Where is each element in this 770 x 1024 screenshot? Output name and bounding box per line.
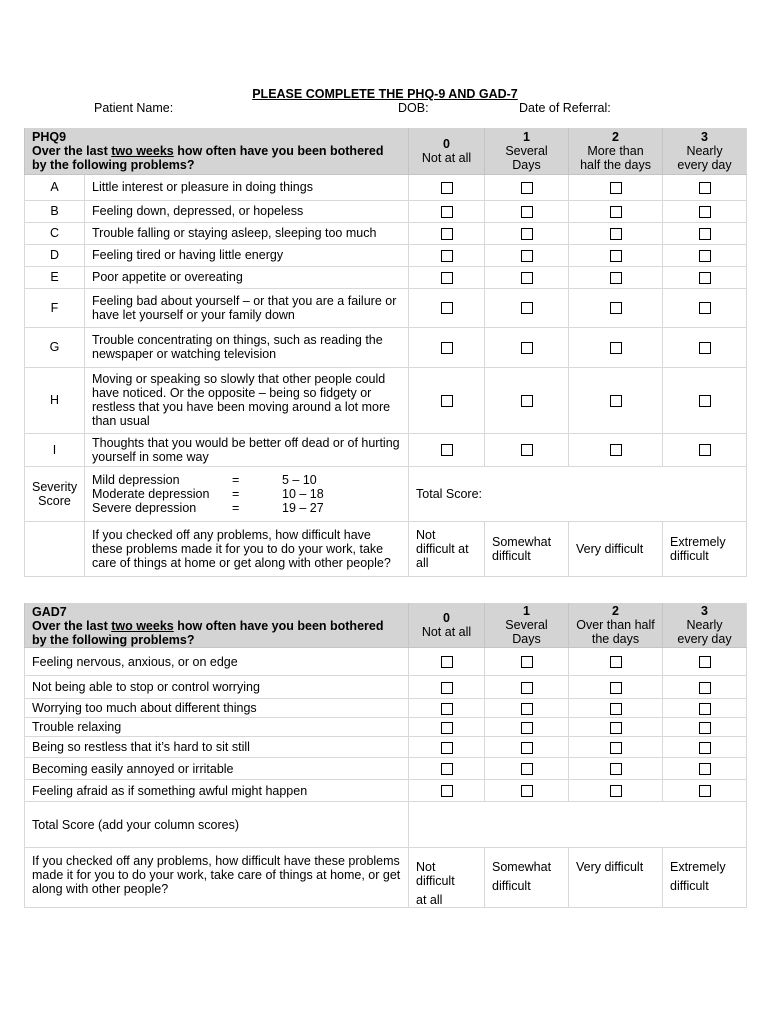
checkbox-e-3[interactable]: [699, 272, 711, 284]
checkbox-d-1[interactable]: [521, 250, 533, 262]
gad7-difficulty-option-2[interactable]: Very difficult: [569, 848, 663, 908]
gad7-difficulty-option-1[interactable]: Somewhat difficult: [485, 848, 569, 908]
gad7-checkbox-2-0[interactable]: [441, 682, 453, 694]
gad7-checkbox-1-3[interactable]: [699, 656, 711, 668]
severity-score-label: Severity Score: [25, 466, 85, 521]
checkbox-e-0[interactable]: [441, 272, 453, 284]
phq9-item-c: [25, 222, 747, 244]
gad7-checkbox-4-3[interactable]: [699, 722, 711, 734]
item-text: Trouble falling or staying asleep, sleeping too much: [85, 222, 409, 244]
item-letter: B: [25, 200, 85, 222]
item-letter: I: [25, 433, 85, 466]
phq9-col-0: 0 Not at all: [409, 128, 485, 174]
item-text: Feeling nervous, anxious, or on edge: [25, 648, 409, 676]
dob-label: DOB:: [398, 101, 429, 115]
gad7-item-2: [25, 676, 747, 699]
checkbox-b-0[interactable]: [441, 206, 453, 218]
checkbox-g-0[interactable]: [441, 342, 453, 354]
phq9-item-g: [25, 327, 747, 367]
checkbox-g-1[interactable]: [521, 342, 533, 354]
severity-scale: Mild depression = 5 – 10 Moderate depression = 10 – 18 Severe depression = 19 – 27: [85, 466, 409, 521]
gad7-checkbox-4-1[interactable]: [521, 722, 533, 734]
severity-mild: Mild depression: [92, 472, 180, 487]
phq9-header-prompt: [25, 128, 409, 174]
item-text: Trouble concentrating on things, such as reading the newspaper or watching television: [85, 327, 409, 367]
gad7-checkbox-5-3[interactable]: [699, 742, 711, 754]
phq9-item-b: [25, 200, 747, 222]
gad7-checkbox-3-3[interactable]: [699, 703, 711, 715]
checkbox-a-3[interactable]: [699, 182, 711, 194]
gad7-table: [24, 603, 747, 908]
checkbox-d-2[interactable]: [610, 250, 622, 262]
severity-severe: Severe depression: [92, 500, 197, 515]
date-of-referral-label: Date of Referral:: [519, 101, 611, 115]
gad7-total-score[interactable]: [409, 802, 747, 848]
item-letter: A: [25, 174, 85, 200]
gad7-item-7: [25, 780, 747, 802]
phq9-name: PHQ9: [32, 130, 67, 144]
checkbox-f-3[interactable]: [699, 302, 711, 314]
item-text: Being so restless that it’s hard to sit still: [25, 737, 409, 758]
gad7-checkbox-5-0[interactable]: [441, 742, 453, 754]
item-text: Thoughts that you would be better off dead or of hurting yourself in some way: [85, 433, 409, 466]
form-title: PLEASE COMPLETE THE PHQ-9 AND GAD-7: [252, 87, 518, 101]
gad7-checkbox-5-1[interactable]: [521, 742, 533, 754]
patient-name-label: Patient Name:: [94, 101, 174, 115]
checkbox-i-1[interactable]: [521, 444, 533, 456]
item-text: Feeling tired or having little energy: [85, 244, 409, 266]
item-text: Not being able to stop or control worrying: [25, 676, 409, 699]
gad7-header-prompt: [25, 603, 409, 648]
item-letter: F: [25, 288, 85, 327]
phq9-difficulty-row: [25, 521, 747, 576]
item-text: Feeling afraid as if something awful might happen: [25, 780, 409, 802]
checkbox-g-2[interactable]: [610, 342, 622, 354]
phq9-difficulty-question: If you checked off any problems, how difficult have these problems made it for you to do your work, take care of things at home or get along with other people?: [85, 521, 409, 576]
gad7-checkbox-1-1[interactable]: [521, 656, 533, 668]
checkbox-c-2[interactable]: [610, 228, 622, 240]
checkbox-h-0[interactable]: [441, 395, 453, 407]
checkbox-c-3[interactable]: [699, 228, 711, 240]
phq9-difficulty-option-1[interactable]: Somewhat difficult: [485, 521, 569, 576]
gad7-col-0: 0 Not at all: [409, 603, 485, 648]
gad7-item-5: [25, 737, 747, 758]
gad7-difficulty-question: If you checked off any problems, how difficult have these problems made it for you to do your work, take care of things at home, or get along with other people?: [25, 848, 409, 908]
item-letter: C: [25, 222, 85, 244]
gad7-checkbox-4-0[interactable]: [441, 722, 453, 734]
gad7-total-label: Total Score (add your column scores): [25, 802, 409, 848]
item-letter: G: [25, 327, 85, 367]
gad7-difficulty-row: [25, 848, 747, 908]
gad7-col-2: 2 Over than half the days: [569, 603, 663, 648]
gad7-difficulty-option-0[interactable]: Not difficult at all: [409, 848, 485, 908]
checkbox-a-0[interactable]: [441, 182, 453, 194]
gad7-checkbox-7-3[interactable]: [699, 785, 711, 797]
checkbox-a-1[interactable]: [521, 182, 533, 194]
gad7-checkbox-7-0[interactable]: [441, 785, 453, 797]
gad7-checkbox-5-2[interactable]: [610, 742, 622, 754]
phq9-header-row: [25, 128, 747, 174]
item-text: Little interest or pleasure in doing things: [85, 174, 409, 200]
gad7-checkbox-2-2[interactable]: [610, 682, 622, 694]
gad7-checkbox-6-3[interactable]: [699, 763, 711, 775]
phq9-col-1: 1 Several Days: [485, 128, 569, 174]
checkbox-d-0[interactable]: [441, 250, 453, 262]
gad7-checkbox-3-0[interactable]: [441, 703, 453, 715]
phq9-item-d: [25, 244, 747, 266]
phq9-difficulty-option-0[interactable]: Not difficult at all: [409, 521, 485, 576]
item-text: Poor appetite or overeating: [85, 266, 409, 288]
checkbox-f-1[interactable]: [521, 302, 533, 314]
gad7-checkbox-6-0[interactable]: [441, 763, 453, 775]
gad7-item-3: [25, 699, 747, 718]
gad7-item-1: [25, 648, 747, 676]
phq9-item-h: [25, 367, 747, 433]
gad7-checkbox-7-2[interactable]: [610, 785, 622, 797]
phq9-total-score[interactable]: Total Score:: [409, 466, 747, 521]
checkbox-f-0[interactable]: [441, 302, 453, 314]
gad7-total-row: [25, 802, 747, 848]
checkbox-i-2[interactable]: [610, 444, 622, 456]
checkbox-i-3[interactable]: [699, 444, 711, 456]
checkbox-h-1[interactable]: [521, 395, 533, 407]
checkbox-h-3[interactable]: [699, 395, 711, 407]
item-text: Trouble relaxing: [25, 718, 409, 737]
checkbox-b-3[interactable]: [699, 206, 711, 218]
checkbox-a-2[interactable]: [610, 182, 622, 194]
item-text: Feeling down, depressed, or hopeless: [85, 200, 409, 222]
phq9-difficulty-option-2[interactable]: Very difficult: [569, 521, 663, 576]
phq9-col-3: 3 Nearly every day: [663, 128, 747, 174]
checkbox-c-1[interactable]: [521, 228, 533, 240]
gad7-checkbox-4-2[interactable]: [610, 722, 622, 734]
checkbox-e-2[interactable]: [610, 272, 622, 284]
phq9-item-f: [25, 288, 747, 327]
checkbox-e-1[interactable]: [521, 272, 533, 284]
gad7-checkbox-1-0[interactable]: [441, 656, 453, 668]
gad7-col-3: 3 Nearly every day: [663, 603, 747, 648]
gad7-name: GAD7: [32, 605, 67, 619]
item-text: Becoming easily annoyed or irritable: [25, 758, 409, 780]
checkbox-i-0[interactable]: [441, 444, 453, 456]
phq9-col-2: 2 More than half the days: [569, 128, 663, 174]
checkbox-c-0[interactable]: [441, 228, 453, 240]
item-letter: D: [25, 244, 85, 266]
gad7-checkbox-3-2[interactable]: [610, 703, 622, 715]
item-letter: H: [25, 367, 85, 433]
gad7-checkbox-6-2[interactable]: [610, 763, 622, 775]
item-text: Moving or speaking so slowly that other people could have noticed. Or the opposite – being so fidgety or restless that you have been moving around a lot more than usual: [85, 367, 409, 433]
phq9-table: [24, 128, 747, 577]
item-text: Feeling bad about yourself – or that you are a failure or have let yourself or your family down: [85, 288, 409, 327]
phq9-item-e: [25, 266, 747, 288]
gad7-item-6: [25, 758, 747, 780]
gad7-checkbox-2-1[interactable]: [521, 682, 533, 694]
gad7-prompt: Over the last two weeks how often have you been bothered by the following problems?: [32, 619, 384, 647]
gad7-item-4: [25, 718, 747, 737]
checkbox-b-2[interactable]: [610, 206, 622, 218]
phq9-prompt: Over the last two weeks how often have you been bothered by the following problems?: [32, 144, 384, 172]
gad7-checkbox-6-1[interactable]: [521, 763, 533, 775]
checkbox-g-3[interactable]: [699, 342, 711, 354]
gad7-col-1: 1 Several Days: [485, 603, 569, 648]
checkbox-f-2[interactable]: [610, 302, 622, 314]
gad7-header-row: [25, 603, 747, 648]
severity-moderate: Moderate depression: [92, 486, 210, 501]
checkbox-d-3[interactable]: [699, 250, 711, 262]
checkbox-h-2[interactable]: [610, 395, 622, 407]
item-text: Worrying too much about different things: [25, 699, 409, 718]
gad7-checkbox-7-1[interactable]: [521, 785, 533, 797]
item-letter: E: [25, 266, 85, 288]
gad7-checkbox-1-2[interactable]: [610, 656, 622, 668]
checkbox-b-1[interactable]: [521, 206, 533, 218]
gad7-checkbox-2-3[interactable]: [699, 682, 711, 694]
gad7-checkbox-3-1[interactable]: [521, 703, 533, 715]
phq9-item-a: [25, 174, 747, 200]
gad7-difficulty-option-3[interactable]: Extremely difficult: [663, 848, 747, 908]
phq9-severity-row: [25, 466, 747, 521]
phq9-difficulty-option-3[interactable]: Extremely difficult: [663, 521, 747, 576]
phq9-item-i: [25, 433, 747, 466]
